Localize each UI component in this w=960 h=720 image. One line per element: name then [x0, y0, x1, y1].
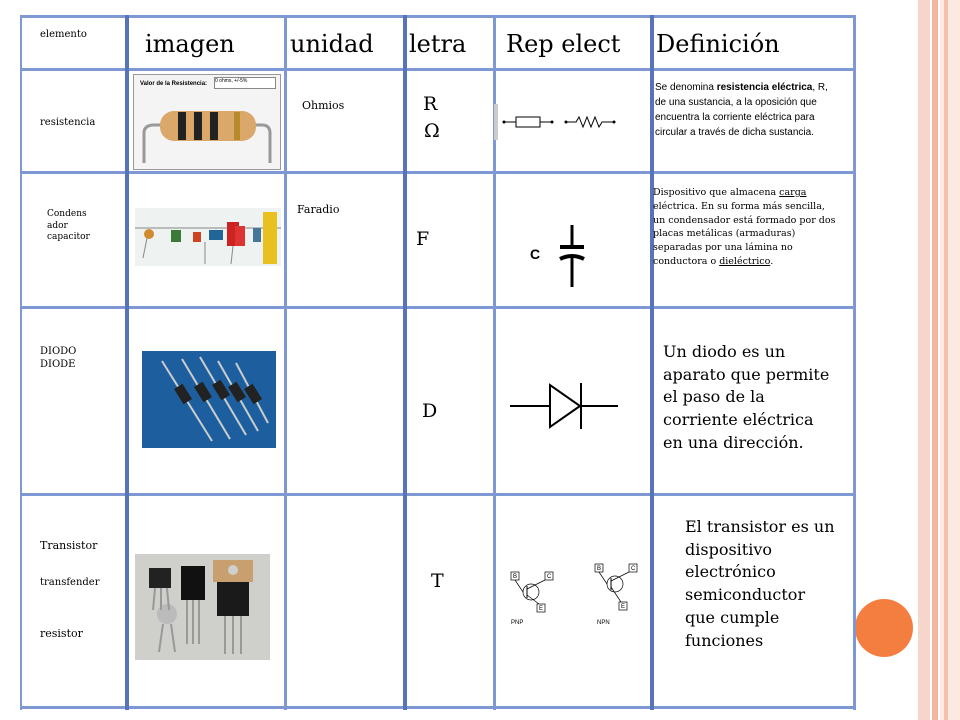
transistor-photo — [135, 554, 270, 660]
table-border — [403, 15, 407, 710]
transistor-symbols — [505, 558, 640, 628]
npn-base-label: B — [597, 566, 602, 572]
capacitor-symbol-label: C — [530, 246, 541, 262]
unit-farad: Faradio — [297, 203, 340, 216]
table-border — [125, 15, 129, 710]
definition-term: resistencia eléctrica — [716, 82, 813, 93]
table-border — [20, 171, 856, 174]
pnp-base-label: B — [513, 574, 518, 580]
element-resistor: resistencia — [40, 117, 96, 128]
resistor-photo — [133, 74, 281, 170]
element-capacitor — [47, 209, 90, 244]
header-unit: unidad — [290, 30, 374, 58]
definition-text: Dispositivo que almacena — [653, 187, 780, 198]
element-line: Condens — [47, 209, 87, 219]
element-resistor-label: resistor — [40, 627, 83, 640]
element-line: capacitor — [47, 232, 90, 243]
table-border — [650, 15, 654, 710]
table-border — [20, 15, 22, 710]
table-border — [853, 15, 856, 710]
definition-text: Se denomina — [655, 82, 717, 93]
header-definition: Definición — [656, 30, 780, 58]
capacitor-image — [135, 208, 281, 266]
letter-omega: Ω — [424, 120, 440, 142]
photo-value: 0 ohms, +/-5% — [214, 77, 276, 89]
definition-text: . — [770, 255, 774, 267]
header-image: imagen — [145, 30, 235, 58]
resistor-image — [134, 75, 280, 169]
element-transfender: transfender — [40, 577, 100, 588]
pnp-collector-label: C — [547, 574, 552, 580]
element-line: ador — [47, 220, 68, 231]
table-border — [20, 306, 856, 309]
definition-transistor: El transistor es un dispositivo electrónico semiconductor que cumple funciones — [685, 517, 835, 650]
definition-link[interactable]: dieléctrico — [719, 255, 771, 267]
transistors-image — [135, 554, 270, 660]
resistor-symbol — [494, 104, 624, 140]
table-border — [20, 706, 856, 709]
diode-photo — [142, 351, 276, 448]
diode-symbol — [510, 383, 622, 429]
photo-caption: Valor de la Resistencia: — [140, 81, 208, 87]
npn-emitter-label: E — [621, 604, 626, 610]
capacitor-symbol — [528, 225, 588, 289]
element-diode — [40, 345, 76, 371]
header-letter: letra — [409, 30, 467, 58]
table-border — [20, 493, 856, 496]
letter-t: T — [431, 570, 444, 592]
definition-resistor — [655, 80, 835, 140]
element-transistor: Transistor — [40, 539, 98, 552]
definition-text: eléctrica. En su forma más sencilla, un condensador está formado por dos placas metálicas (armaduras) separadas por una lámina no conductora o — [653, 200, 836, 267]
header-element: elemento — [40, 29, 87, 40]
table-border — [284, 15, 287, 710]
pnp-label: PNP — [511, 620, 524, 626]
element-line: DIODO — [40, 346, 77, 357]
table-border — [20, 15, 856, 18]
element-line: DIODE — [40, 359, 76, 370]
definition-capacitor — [653, 186, 839, 269]
definition-diode: Un diodo es un aparato que permite el paso de la corriente eléctrica en una dirección. — [663, 342, 830, 452]
definition-text: , R, de una sustancia, a la oposición que encuentra la corriente eléctrica para circular a través de dicha sustancia. — [655, 82, 828, 138]
letter-r: R — [423, 93, 438, 115]
diodes-image — [142, 351, 276, 448]
letter-d: D — [422, 400, 438, 422]
letter-f: F — [416, 228, 430, 250]
pnp-emitter-label: E — [539, 606, 544, 612]
npn-collector-label: C — [631, 566, 636, 572]
header-symbol: Rep elect — [506, 30, 621, 58]
capacitor-photo — [135, 208, 281, 266]
definition-link[interactable]: carga — [779, 187, 807, 198]
unit-ohm: Ohmios — [302, 99, 345, 112]
npn-label: NPN — [597, 620, 610, 626]
table-border — [20, 68, 856, 71]
